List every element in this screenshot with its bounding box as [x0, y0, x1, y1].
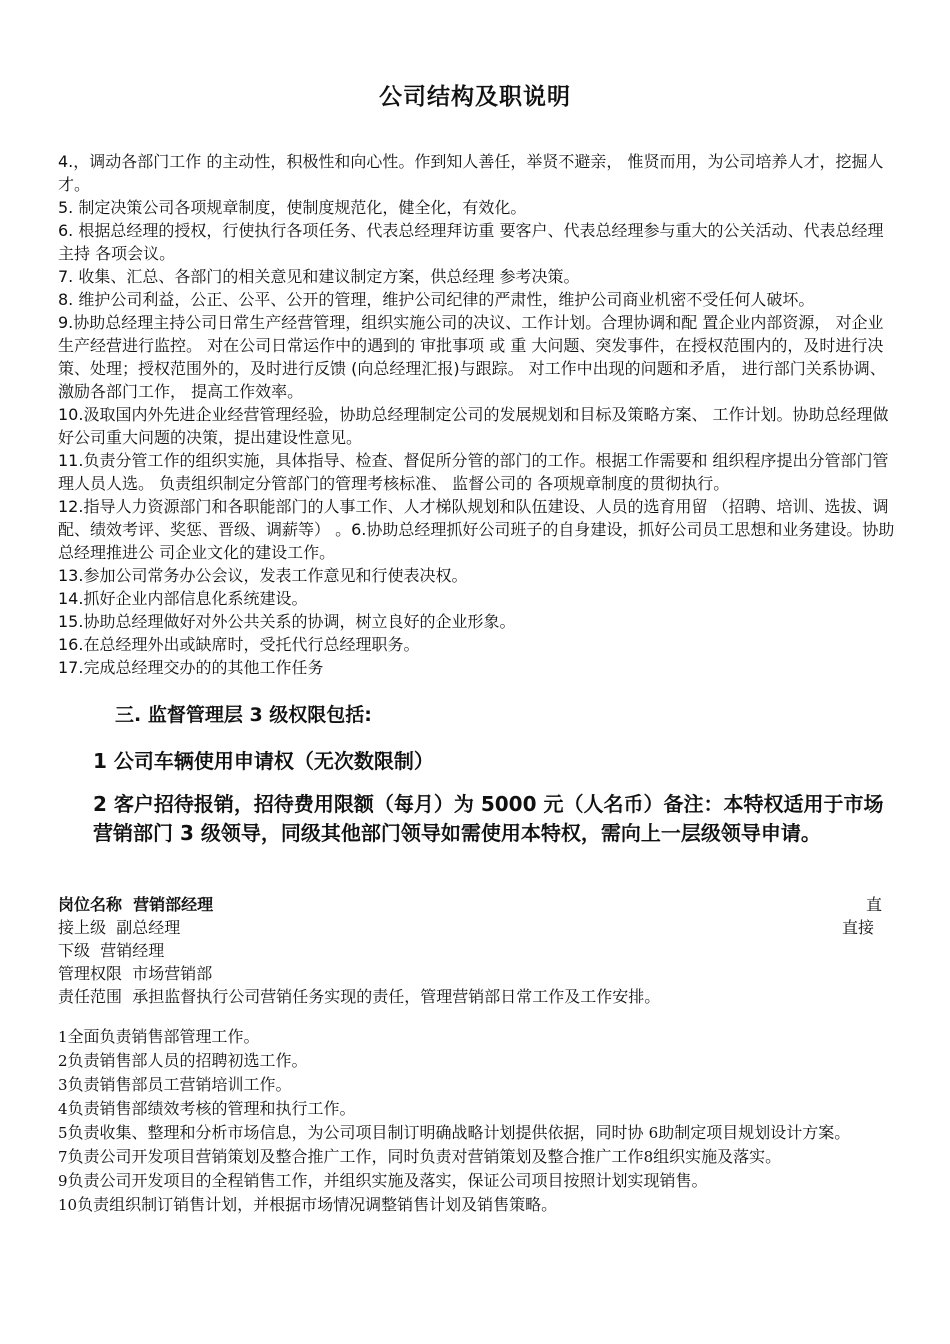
position-superior-row [58, 916, 898, 939]
document-title: 公司结构及职说明 [379, 84, 571, 110]
list-item: 10.汲取国内外先进企业经营管理经验，协助总经理制定公司的发展规划和目标及策略方案、 工作计划。协助总经理做好公司重大问题的决策，提出建设性意见。 [58, 405, 889, 447]
list-item: 8. 维护公司利益，公正、公平、公开的管理，维护公司纪律的严肃性，维护公司商业机密不受任何人破坏。 [58, 290, 815, 309]
position-name-value: 营销部经理 [133, 895, 214, 914]
list-item: 9.协助总经理主持公司日常生产经营管理，组织实施公司的决议、工作计划。合理协调和配 置企业内部资源， 对企业生产经营进行监控。 对在公司日常运作中的遇到的 审批事项 或 重 大问题、突发事件，在授权范围内的，及时进行决策、处理；授权范围外的，及时进行反馈 (向总经理汇报)与跟踪。 对工作中出现的问题和矛盾， 进行部门关系协调、 激励各部门工作， 提高工作效率。 [58, 313, 886, 401]
list-item: 14.抓好企业内部信息化系统建设。 [58, 589, 308, 608]
position-info [58, 893, 898, 1008]
duty-number: 5 [58, 1124, 68, 1142]
duty-text: 负责公司开发项目营销策划及整合推广工作，同时负责对营销策划及整合推广工作 [67, 1147, 644, 1166]
duty-number: 9 [58, 1172, 68, 1190]
section-heading: 三. 监督管理层 3 级权限包括: [115, 704, 372, 726]
duty-text: 负责销售部人员的招聘初选工作。 [67, 1051, 308, 1070]
position-subordinate-value: 营销经理 [100, 941, 165, 960]
duty-item [58, 1049, 898, 1073]
list-item: 11.负责分管工作的组织实施，具体指导、检查、督促所分管的部门的工作。根据工作需要和 组织程序提出分管部门管理人员人选。 负责组织制定分管部门的管理考核标准、 监督公司的 各项规章制度的贯彻执行。 [58, 451, 889, 493]
duty-item [58, 1097, 898, 1121]
position-name-label: 岗位名称 [58, 895, 123, 914]
position-superior-label: 接上级 [58, 918, 107, 937]
list-item: 16.在总经理外出或缺席时，受托代行总经理职务。 [58, 635, 420, 654]
duty-item [58, 1169, 898, 1193]
position-scope-value: 承担监督执行公司营销任务实现的责任，管理营销部日常工作及工作安排。 [132, 987, 661, 1006]
duty-item [58, 1073, 898, 1097]
duty-text: 组织实施及落实。 [653, 1147, 782, 1166]
responsibility-list [58, 150, 898, 679]
duty-text: 负责组织制订销售计划，并根据市场情况调整销售计划及销售策略。 [77, 1195, 558, 1214]
duty-number: 1 [58, 1028, 68, 1046]
position-name-row [58, 893, 898, 916]
position-subordinate-row [58, 939, 898, 962]
position-superior-value: 副总经理 [116, 918, 181, 937]
list-item: 13.参加公司常务办公会议，发表工作意见和行使表决权。 [58, 566, 468, 585]
position-scope-label: 责任范围 [58, 987, 123, 1006]
duty-text: 负责销售部绩效考核的管理和执行工作。 [67, 1099, 356, 1118]
duty-item [58, 1193, 898, 1217]
duty-number: 6 [648, 1124, 659, 1142]
duty-number: 4 [58, 1100, 68, 1118]
direct-label-fragment: 直 [865, 895, 882, 914]
duty-number: 2 [58, 1052, 68, 1070]
list-item: 5. 制定决策公司各项规章制度，使制度规范化，健全化，有效化。 [58, 198, 527, 217]
duty-text: 负责公司开发项目的全程销售工作，并组织实施及落实，保证公司项目按照计划实现销售。 [67, 1171, 708, 1190]
position-scope-row [58, 985, 898, 1008]
duty-number: 7 [58, 1148, 68, 1166]
duty-list [58, 1025, 898, 1217]
list-item: 12.指导人力资源部门和各职能部门的人事工作、人才梯队规划和队伍建设、人员的选育用留 （招聘、培训、选拔、调配、绩效考评、奖惩、晋级、调薪等） 。6.协助总经理抓好公司班子的自身建设，抓好公司员工思想和业务建设。协助总经理推进公 司企业文化的建设工作。 [58, 497, 895, 562]
duty-text: 全面负责销售部管理工作。 [67, 1027, 260, 1046]
direct-label-fragment: 直接 [841, 918, 874, 937]
position-authority-row [58, 962, 898, 985]
list-item: 15.协助总经理做好对外公共关系的协调，树立良好的企业形象。 [58, 612, 516, 631]
list-item: 7. 收集、汇总、各部门的相关意见和建议制定方案，供总经理 参考决策。 [58, 267, 580, 286]
list-item: 17.完成总经理交办的的其他工作任务 [58, 658, 324, 677]
duty-text: 助制定项目规划设计方案。 [658, 1123, 851, 1142]
duty-text: 负责销售部员工营销培训工作。 [67, 1075, 292, 1094]
position-authority-label: 管理权限 [58, 964, 123, 983]
duty-number: 3 [58, 1076, 68, 1094]
duty-text: 负责收集、整理和分析市场信息，为公司项目制订明确战略计划提供依据，同时协 [67, 1123, 644, 1142]
duty-number: 8 [643, 1148, 654, 1166]
duty-item [58, 1121, 898, 1145]
permission-item: 1 公司车辆使用申请权（无次数限制） [93, 749, 434, 773]
permission-item: 2 客户招待报销，招待费用限额（每月）为 5000 元（人名币）备注：本特权适用于市场营销部门 3 级领导，同级其他部门领导如需使用本特权，需向上一层级领导申请。 [93, 792, 884, 845]
duty-number: 10 [58, 1196, 78, 1214]
list-item: 6. 根据总经理的授权，行使执行各项任务、代表总经理拜访重 要客户、代表总经理参与重大的公关活动、代表总经理主持 各项会议。 [58, 221, 884, 263]
position-subordinate-label: 下级 [58, 941, 91, 960]
list-item: 4.，调动各部门工作 的主动性，积极性和向心性。作到知人善任，举贤不避亲， 惟贤而用，为公司培养人才，挖掘人才。 [58, 152, 884, 194]
duty-item [58, 1025, 898, 1049]
duty-item [58, 1145, 898, 1169]
position-authority-value: 市场营销部 [132, 964, 213, 983]
